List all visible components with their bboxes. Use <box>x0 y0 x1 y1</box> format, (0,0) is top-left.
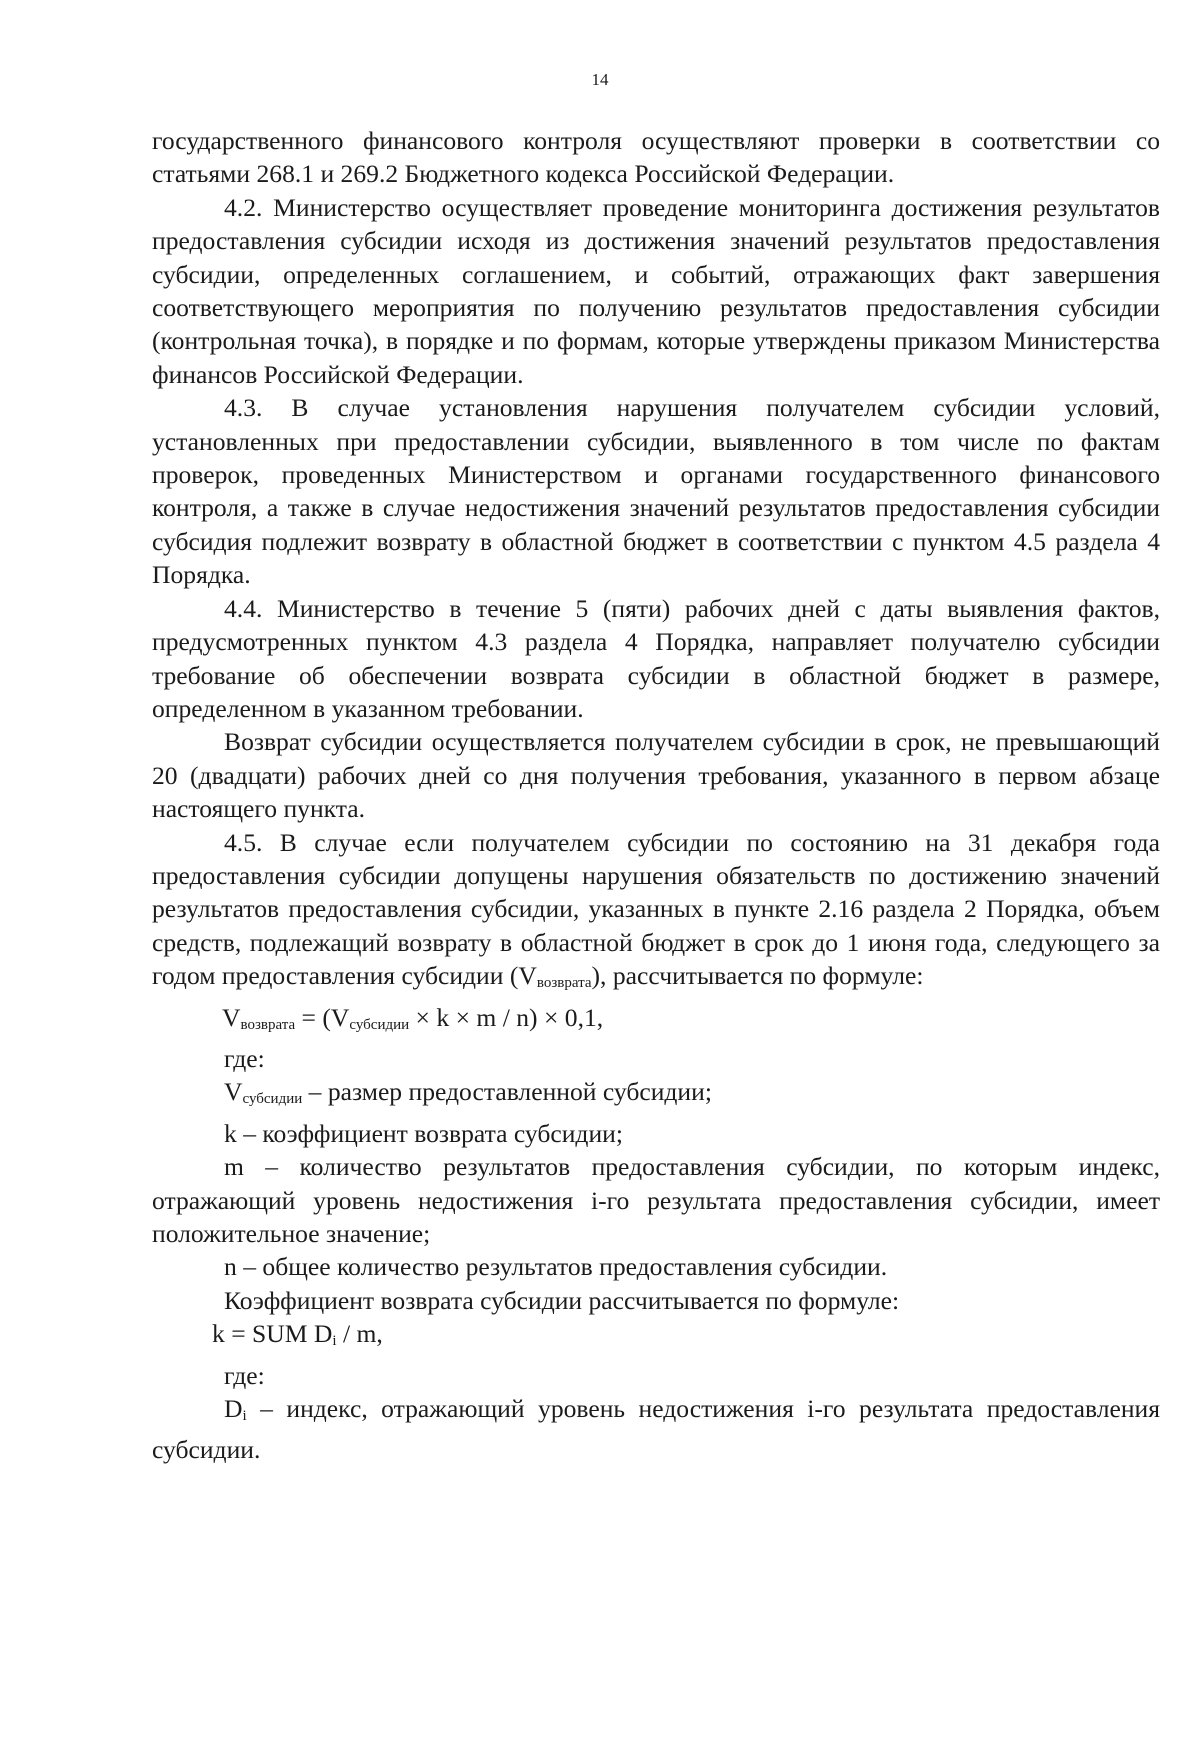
paragraph-4-5-text: 4.5. В случае если получателем субсидии по состоянию на 31 декабря года предоставления субсидии допущены нарушения обязательств по достижению значений результатов предоставления субсидии, указанных в пункте 2.16 раздела 2 Порядка, объем средств, подлежащий возврату в областной бюджет в срок до 1 июня года, следующего за годом предоставления субсидии (V <box>152 827 1160 991</box>
paragraph-4-5-tail: ), рассчитывается по формуле: <box>591 961 924 991</box>
def-di-letter: D <box>224 1394 243 1424</box>
formula-coefficient <box>152 1317 1160 1358</box>
formula2-lead: k = SUM D <box>212 1319 333 1349</box>
def-v-text: – размер предоставленной субсидии; <box>302 1077 712 1107</box>
formula-sub-return: возврата <box>240 1016 296 1033</box>
def-v-sub: субсидии <box>242 1091 303 1108</box>
definition-di <box>152 1392 1160 1467</box>
document-body <box>152 124 1160 1467</box>
coefficient-intro: Коэффициент возврата субсидии рассчитывается по формуле: <box>224 1285 900 1315</box>
formula-rest: × k × m / n) × 0,1, <box>409 1002 604 1032</box>
page-number: 14 <box>591 70 609 89</box>
formula-v: V <box>222 1002 241 1032</box>
paragraph-4-2: 4.2. Министерство осуществляет проведение мониторинга достижения результатов предоставления субсидии исходя из достижения значений результатов предоставления субсидии, определенных соглашением, и событий, отражающих факт завершения соответствующего мероприятия по получению результатов предоставления субсидии (контрольная точка), в порядке и по формам, которые утверждены приказом Министерства финансов Российской Федерации. <box>152 192 1160 389</box>
formula2-tail: / m, <box>336 1319 383 1349</box>
paragraph-continuation: государственного финансового контроля осуществляют проверки в соответствии со статьями 268.1 и 269.2 Бюджетного кодекса Российской Федерации. <box>152 126 1160 189</box>
paragraph-return-term: Возврат субсидии осуществляется получателем субсидии в срок, не превышающий 20 (двадцати) рабочих дней со дня получения требования, указанного в первом абзаце настоящего пункта. <box>152 727 1160 824</box>
def-di-text: – индекс, отражающий уровень недостижения i-го результата предоставления субсидии. <box>152 1394 1160 1465</box>
formula-eq-open: = (V <box>295 1002 350 1032</box>
subscript-return: возврата <box>536 975 592 992</box>
where-label-2: где: <box>224 1360 265 1390</box>
definition-v-subsidy <box>152 1075 1160 1116</box>
where-label-1: где: <box>224 1043 265 1073</box>
formula2-sub: i <box>332 1333 337 1350</box>
def-di-sub: i <box>242 1408 247 1425</box>
formula-sub-subsidy: субсидии <box>349 1016 410 1033</box>
definition-n: n – общее количество результатов предоставления субсидии. <box>224 1252 888 1282</box>
paragraph-4-5 <box>152 826 1160 1001</box>
def-v-letter: V <box>224 1077 243 1107</box>
formula-return-volume <box>152 1001 1160 1042</box>
paragraph-4-4: 4.4. Министерство в течение 5 (пяти) рабочих дней с даты выявления фактов, предусмотренных пунктом 4.3 раздела 4 Порядка, направляет получателю субсидии требование об обеспечении возврата субсидии в областной бюджет в размере, определенном в указанном требовании. <box>152 593 1160 723</box>
definition-k: k – коэффициент возврата субсидии; <box>224 1118 623 1148</box>
definition-m: m – количество результатов предоставления субсидии, по которым индекс, отражающий уровень недостижения i-го результата предоставления субсидии, имеет положительное значение; <box>152 1152 1160 1248</box>
paragraph-4-3: 4.3. В случае установления нарушения получателем субсидии условий, установленных при предоставлении субсидии, выявленного в том числе по фактам проверок, проведенных Министерством и органами государственного финансового контроля, а также в случае недостижения значений результатов предоставления субсидии субсидия подлежит возврату в областной бюджет в соответствии с пунктом 4.5 раздела 4 Порядка. <box>152 393 1160 590</box>
